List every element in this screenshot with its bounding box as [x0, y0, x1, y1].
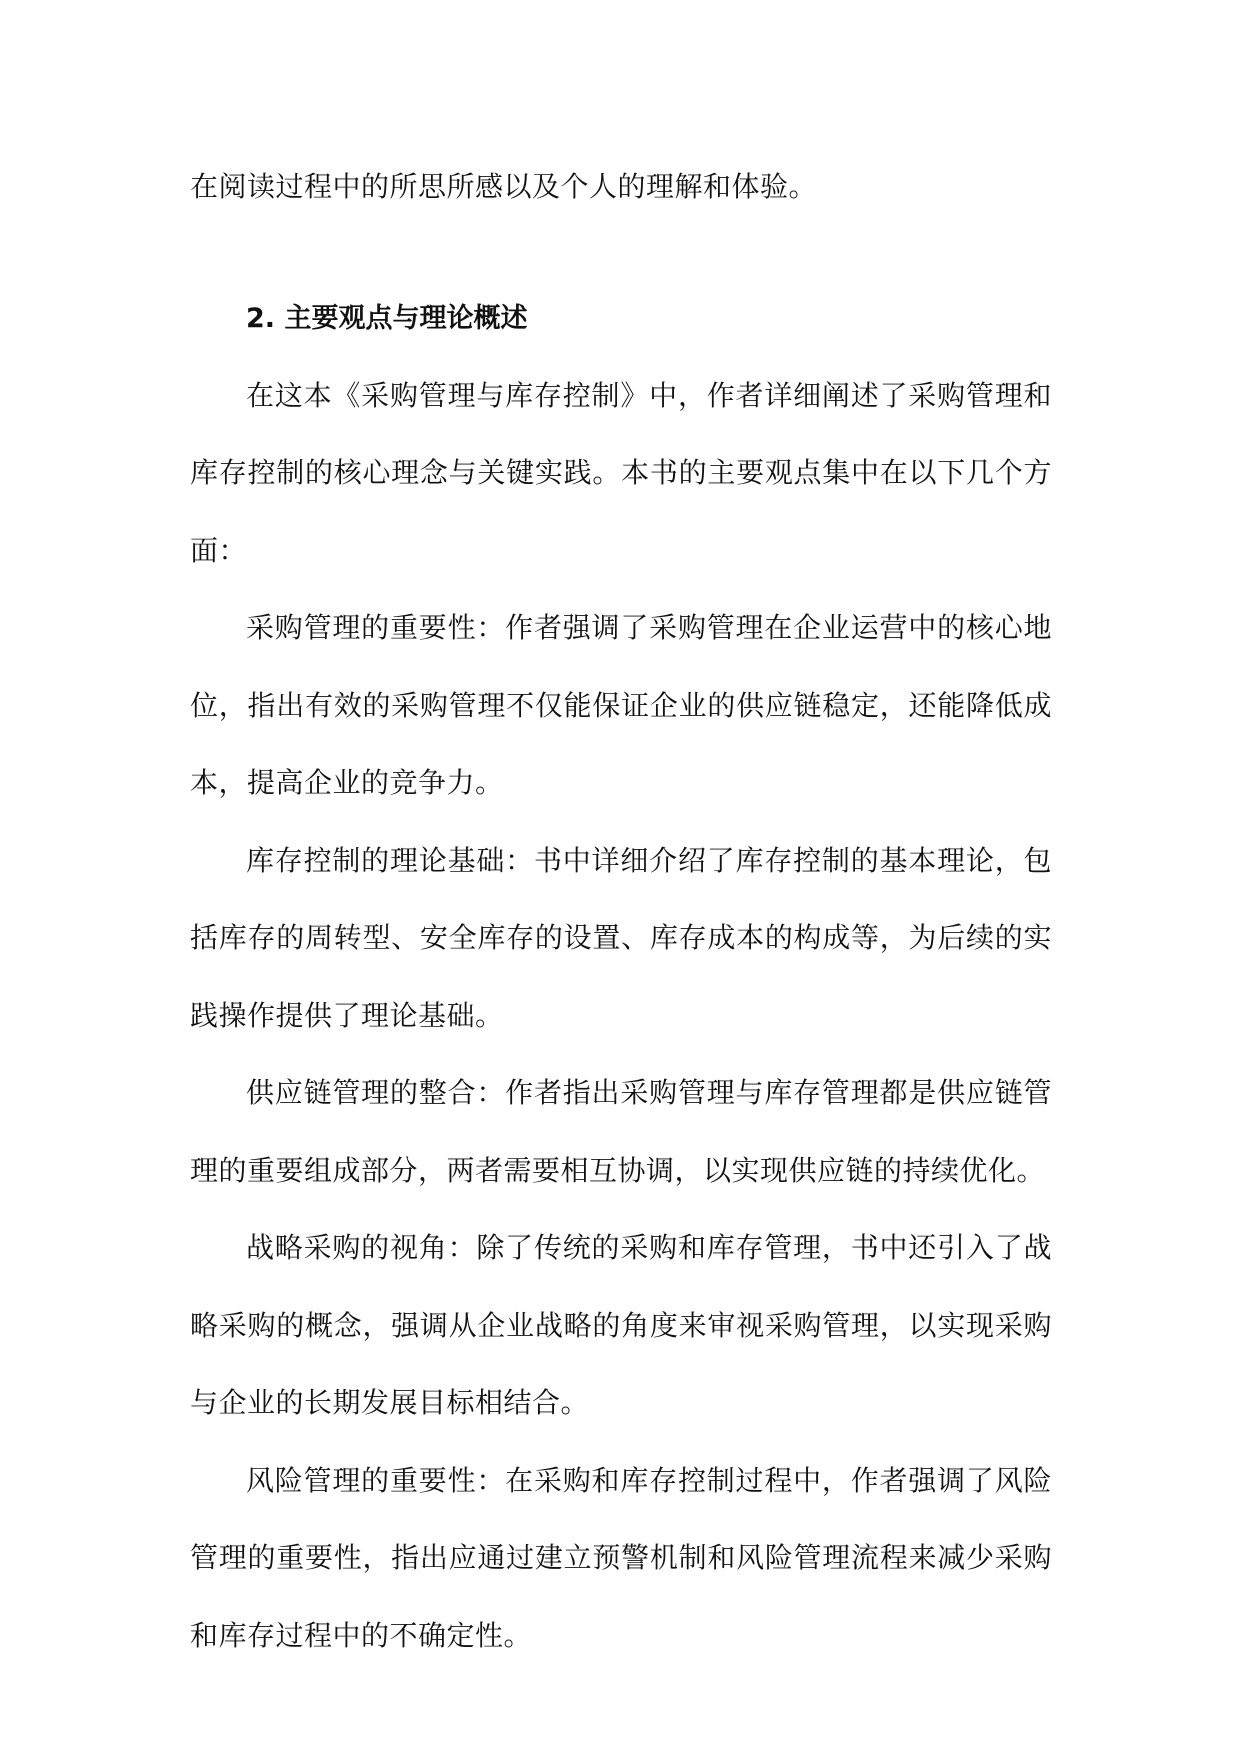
- page-content: [190, 148, 1052, 1674]
- section-spacer: [190, 226, 1052, 278]
- paragraph-supply-chain-integration: 供应链管理的整合：作者指出采购管理与库存管理都是供应链管理的重要组成部分，两者需要相互协调，以实现供应链的持续优化。: [190, 1076, 1052, 1187]
- paragraph-inventory-theory: 库存控制的理论基础：书中详细介绍了库存控制的基本理论，包括库存的周转型、安全库存的设置、库存成本的构成等，为后续的实践操作提供了理论基础。: [190, 843, 1052, 1032]
- paragraph-risk-management: 风险管理的重要性：在采购和库存控制过程中，作者强调了风险管理的重要性，指出应通过建立预警机制和风险管理流程来减少采购和库存过程中的不确定性。: [190, 1463, 1052, 1652]
- intro-paragraph: 在这本《采购管理与库存控制》中，作者详细阐述了采购管理和库存控制的核心理念与关键实践。本书的主要观点集中在以下几个方面：: [190, 378, 1052, 567]
- paragraph-strategic-procurement: 战略采购的视角：除了传统的采购和库存管理，书中还引入了战略采购的概念，强调从企业战略的角度来审视采购管理，以实现采购与企业的长期发展目标相结合。: [190, 1231, 1052, 1419]
- paragraph-procurement-importance: 采购管理的重要性：作者强调了采购管理在企业运营中的核心地位，指出有效的采购管理不仅能保证企业的供应链稳定，还能降低成本，提高企业的竞争力。: [190, 611, 1052, 799]
- continuation-paragraph: 在阅读过程中的所思所感以及个人的理解和体验。: [190, 170, 818, 203]
- section-heading: 2. 主要观点与理论概述: [246, 302, 528, 334]
